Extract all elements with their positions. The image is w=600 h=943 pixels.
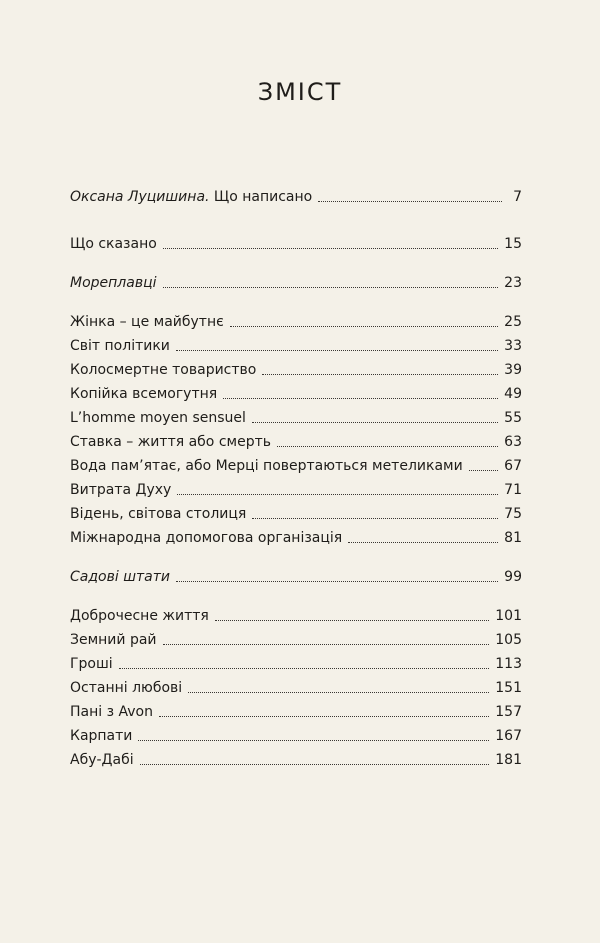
toc-leader-dots bbox=[159, 716, 489, 717]
toc-entry-page: 15 bbox=[504, 236, 522, 252]
toc-entry-page: 71 bbox=[504, 482, 522, 498]
toc-entry-author: Оксана Луцишина. bbox=[70, 189, 210, 205]
toc-entry-label: Абу-Дабі bbox=[70, 752, 134, 768]
toc-entry bbox=[70, 723, 522, 745]
toc-leader-dots bbox=[348, 542, 498, 543]
toc-entry-label: Ставка – життя або смерть bbox=[70, 434, 271, 450]
toc-entry-page: 49 bbox=[504, 386, 522, 402]
toc-entry-page: 99 bbox=[504, 569, 522, 585]
toc-section bbox=[70, 270, 522, 292]
toc-entry-page: 33 bbox=[504, 338, 522, 354]
toc-leader-dots bbox=[119, 668, 490, 669]
toc-entry bbox=[70, 231, 522, 253]
toc-entry-page: 151 bbox=[495, 680, 522, 696]
toc-entry-page: 157 bbox=[495, 704, 522, 720]
toc-leader-dots bbox=[469, 470, 498, 471]
toc-entry bbox=[70, 603, 522, 625]
toc-entry-label: Витрата Духу bbox=[70, 482, 172, 498]
toc-entry bbox=[70, 501, 522, 523]
toc-entry-page: 181 bbox=[495, 752, 522, 768]
toc-entry-page: 23 bbox=[504, 275, 522, 291]
toc-entry-label: Жінка – це майбутнє bbox=[70, 314, 224, 330]
toc-entry-page: 113 bbox=[495, 656, 522, 672]
toc-leader-dots bbox=[188, 692, 489, 693]
toc-entry-label: Пані з Avon bbox=[70, 704, 153, 720]
toc-entry-label: Гроші bbox=[70, 656, 113, 672]
toc-entry bbox=[70, 675, 522, 697]
toc-entry-label: Доброчесне життя bbox=[70, 608, 209, 624]
toc-entry bbox=[70, 453, 522, 475]
toc-entry-page: 7 bbox=[513, 189, 522, 205]
toc-entry-label: Колосмертне товариство bbox=[70, 362, 257, 378]
toc-entry-label: Останні любові bbox=[70, 680, 183, 696]
toc-entry-label: Земний рай bbox=[70, 632, 157, 648]
toc-entry bbox=[70, 309, 522, 331]
toc-leader-dots bbox=[318, 201, 502, 202]
toc-entry bbox=[70, 357, 522, 379]
toc-entry bbox=[70, 627, 522, 649]
toc-entry-label: Вода пам’ятає, або Мерці повертаються метеликами bbox=[70, 458, 463, 474]
toc-leader-dots bbox=[215, 620, 489, 621]
toc-entry-label: L’homme moyen sensuel bbox=[70, 410, 246, 426]
toc-entry-page: 63 bbox=[504, 434, 522, 450]
toc-entry-page: 39 bbox=[504, 362, 522, 378]
toc-leader-dots bbox=[176, 350, 498, 351]
toc-entry bbox=[70, 184, 522, 206]
toc-leader-dots bbox=[163, 644, 490, 645]
toc-entry-label: Що сказано bbox=[70, 236, 157, 252]
toc-entry bbox=[70, 405, 522, 427]
toc-leader-dots bbox=[277, 446, 498, 447]
toc-leader-dots bbox=[177, 494, 498, 495]
toc-leader-dots bbox=[176, 581, 498, 582]
toc-leader-dots bbox=[163, 287, 499, 288]
toc-entry bbox=[70, 747, 522, 769]
toc-leader-dots bbox=[252, 518, 498, 519]
toc-entry-page: 75 bbox=[504, 506, 522, 522]
toc-entry-text: Що написано bbox=[209, 189, 313, 205]
toc-entry-page: 55 bbox=[504, 410, 522, 426]
toc-entry-label: Світ політики bbox=[70, 338, 170, 354]
page-title: ЗМІСТ bbox=[257, 78, 343, 106]
toc-leader-dots bbox=[138, 740, 489, 741]
toc-entry bbox=[70, 381, 522, 403]
toc-entry bbox=[70, 699, 522, 721]
toc-entry-label: Відень, світова столиця bbox=[70, 506, 247, 522]
toc-entry-page: 67 bbox=[504, 458, 522, 474]
toc-section-label: Садові штати bbox=[70, 569, 170, 585]
toc-section-label: Мореплавці bbox=[70, 275, 157, 291]
toc-leader-dots bbox=[252, 422, 498, 423]
toc-leader-dots bbox=[223, 398, 498, 399]
toc-entry-label: Копійка всемогутня bbox=[70, 386, 218, 402]
toc-entry-page: 81 bbox=[504, 530, 522, 546]
toc-entry-label: Міжнародна допомогова організація bbox=[70, 530, 343, 546]
toc-entry bbox=[70, 333, 522, 355]
toc-leader-dots bbox=[262, 374, 498, 375]
toc-leader-dots bbox=[230, 326, 498, 327]
toc-entry-page: 25 bbox=[504, 314, 522, 330]
toc-entry bbox=[70, 525, 522, 547]
toc-entry-page: 167 bbox=[495, 728, 522, 744]
toc-entry-label bbox=[70, 188, 318, 206]
toc-leader-dots bbox=[140, 764, 490, 765]
toc-section bbox=[70, 564, 522, 586]
toc-entry bbox=[70, 651, 522, 673]
toc-entry bbox=[70, 429, 522, 451]
toc-leader-dots bbox=[163, 248, 498, 249]
toc-entry-label: Карпати bbox=[70, 728, 133, 744]
toc-entry-page: 101 bbox=[495, 608, 522, 624]
toc-entry-page: 105 bbox=[495, 632, 522, 648]
toc-entry bbox=[70, 477, 522, 499]
